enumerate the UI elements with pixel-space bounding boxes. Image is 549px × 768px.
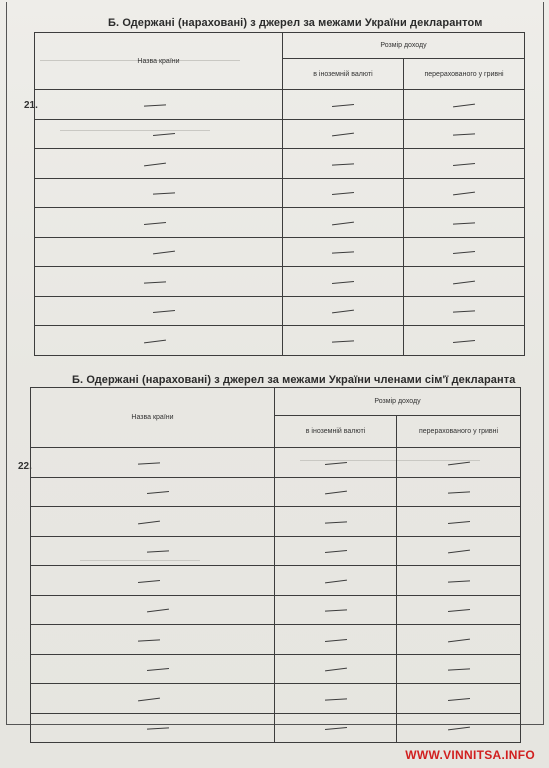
cell-country — [35, 296, 283, 326]
cell-foreign — [283, 237, 404, 267]
header-uah: перерахованого у гривні — [397, 416, 521, 448]
cell-uah — [397, 595, 521, 625]
section-22-number: 22. — [18, 461, 32, 472]
cell-foreign — [283, 326, 404, 356]
cell-uah — [397, 477, 521, 507]
empty-dash — [143, 222, 165, 225]
table-row — [35, 326, 525, 356]
table-row — [31, 684, 521, 714]
cell-foreign — [275, 507, 397, 537]
cell-country — [35, 208, 283, 238]
empty-dash — [448, 638, 470, 642]
section-22-title: Б. Одержані (нараховані) з джерел за межами України членами сім'ї декларанта — [72, 374, 516, 386]
cell-uah — [404, 178, 525, 208]
cell-country — [31, 595, 275, 625]
empty-dash — [332, 104, 354, 107]
empty-dash — [324, 521, 346, 523]
cell-foreign — [275, 713, 397, 743]
empty-dash — [332, 252, 354, 254]
cell-foreign — [275, 448, 397, 478]
empty-dash — [152, 310, 174, 313]
cell-country — [31, 625, 275, 655]
cell-foreign — [283, 296, 404, 326]
empty-dash — [324, 610, 346, 612]
cell-foreign — [283, 90, 404, 120]
table-row — [35, 237, 525, 267]
empty-dash — [448, 550, 470, 554]
empty-dash — [332, 133, 354, 137]
table-row — [31, 654, 521, 684]
table-body — [31, 448, 521, 743]
cell-foreign — [283, 178, 404, 208]
cell-uah — [404, 208, 525, 238]
cell-foreign — [275, 595, 397, 625]
empty-dash — [447, 521, 469, 524]
header-income: Розмір доходу — [275, 388, 521, 416]
cell-country — [31, 566, 275, 596]
table-row — [35, 119, 525, 149]
cell-uah — [397, 566, 521, 596]
empty-dash — [453, 251, 475, 254]
empty-dash — [137, 462, 159, 464]
table-row — [31, 448, 521, 478]
table-row — [35, 178, 525, 208]
empty-dash — [332, 281, 354, 284]
empty-dash — [332, 340, 354, 342]
empty-dash — [137, 639, 159, 641]
cell-uah — [397, 684, 521, 714]
empty-dash — [325, 491, 347, 495]
empty-dash — [453, 192, 475, 196]
income-table-declarant — [34, 32, 525, 356]
income-table-family — [30, 387, 521, 743]
empty-dash — [448, 461, 470, 465]
empty-dash — [143, 104, 165, 106]
cell-country — [35, 119, 283, 149]
empty-dash — [453, 222, 475, 224]
table-row — [35, 90, 525, 120]
empty-dash — [324, 550, 346, 553]
cell-uah — [404, 267, 525, 297]
cell-country — [31, 536, 275, 566]
empty-dash — [144, 339, 166, 343]
empty-dash — [453, 134, 475, 136]
table-row — [31, 566, 521, 596]
empty-dash — [325, 668, 347, 672]
cell-country — [31, 713, 275, 743]
table-row — [35, 208, 525, 238]
cell-foreign — [275, 684, 397, 714]
section-21-number: 21. — [24, 100, 38, 111]
header-country: Назва країни — [35, 33, 283, 90]
cell-uah — [397, 536, 521, 566]
empty-dash — [324, 727, 346, 730]
empty-dash — [144, 162, 166, 166]
empty-dash — [453, 340, 475, 343]
cell-country — [31, 507, 275, 537]
empty-dash — [137, 580, 159, 583]
site-watermark: WWW.VINNITSA.INFO — [405, 748, 535, 762]
empty-dash — [146, 668, 168, 671]
empty-dash — [447, 669, 469, 671]
empty-dash — [324, 698, 346, 700]
cell-country — [35, 178, 283, 208]
cell-uah — [404, 119, 525, 149]
empty-dash — [143, 281, 165, 283]
empty-dash — [152, 133, 174, 136]
empty-dash — [147, 609, 169, 613]
empty-dash — [138, 697, 160, 701]
cell-foreign — [275, 625, 397, 655]
cell-foreign — [275, 477, 397, 507]
empty-dash — [453, 103, 475, 107]
empty-dash — [146, 728, 168, 730]
table-row — [31, 507, 521, 537]
empty-dash — [447, 580, 469, 582]
empty-dash — [447, 609, 469, 612]
empty-dash — [324, 462, 346, 465]
cell-country — [31, 448, 275, 478]
empty-dash — [447, 492, 469, 494]
empty-dash — [453, 163, 475, 166]
table-row — [35, 149, 525, 179]
empty-dash — [453, 280, 475, 284]
cell-uah — [397, 713, 521, 743]
empty-dash — [153, 251, 175, 255]
cell-country — [35, 267, 283, 297]
cell-country — [31, 684, 275, 714]
empty-dash — [453, 311, 475, 313]
table-row — [31, 595, 521, 625]
cell-foreign — [283, 267, 404, 297]
empty-dash — [324, 639, 346, 642]
section-21-title: Б. Одержані (нараховані) з джерел за межами України декларантом — [108, 17, 483, 29]
header-country: Назва країни — [31, 388, 275, 448]
table-row — [31, 536, 521, 566]
table-row — [35, 296, 525, 326]
cell-uah — [404, 296, 525, 326]
cell-uah — [397, 507, 521, 537]
header-foreign-currency: в іноземній валюті — [283, 59, 404, 90]
cell-foreign — [283, 208, 404, 238]
empty-dash — [448, 727, 470, 731]
cell-uah — [404, 90, 525, 120]
table-row — [35, 267, 525, 297]
cell-country — [35, 149, 283, 179]
header-foreign-currency: в іноземній валюті — [275, 416, 397, 448]
empty-dash — [332, 221, 354, 225]
header-uah: перерахованого у гривні — [404, 59, 525, 90]
empty-dash — [325, 579, 347, 583]
cell-country — [31, 477, 275, 507]
cell-foreign — [275, 566, 397, 596]
empty-dash — [138, 520, 160, 524]
table-row — [31, 625, 521, 655]
cell-uah — [397, 448, 521, 478]
cell-uah — [404, 326, 525, 356]
table-row — [31, 477, 521, 507]
table-row — [31, 713, 521, 743]
empty-dash — [447, 698, 469, 701]
cell-country — [35, 237, 283, 267]
empty-dash — [152, 193, 174, 195]
cell-foreign — [283, 119, 404, 149]
cell-uah — [397, 654, 521, 684]
empty-dash — [146, 491, 168, 494]
cell-uah — [404, 237, 525, 267]
cell-uah — [404, 149, 525, 179]
empty-dash — [146, 551, 168, 553]
cell-country — [35, 326, 283, 356]
cell-country — [35, 90, 283, 120]
empty-dash — [332, 163, 354, 165]
cell-foreign — [275, 654, 397, 684]
empty-dash — [332, 310, 354, 314]
header-income: Розмір доходу — [283, 33, 525, 59]
empty-dash — [332, 192, 354, 195]
cell-country — [31, 654, 275, 684]
cell-foreign — [283, 149, 404, 179]
table-body — [35, 90, 525, 356]
cell-foreign — [275, 536, 397, 566]
cell-uah — [397, 625, 521, 655]
